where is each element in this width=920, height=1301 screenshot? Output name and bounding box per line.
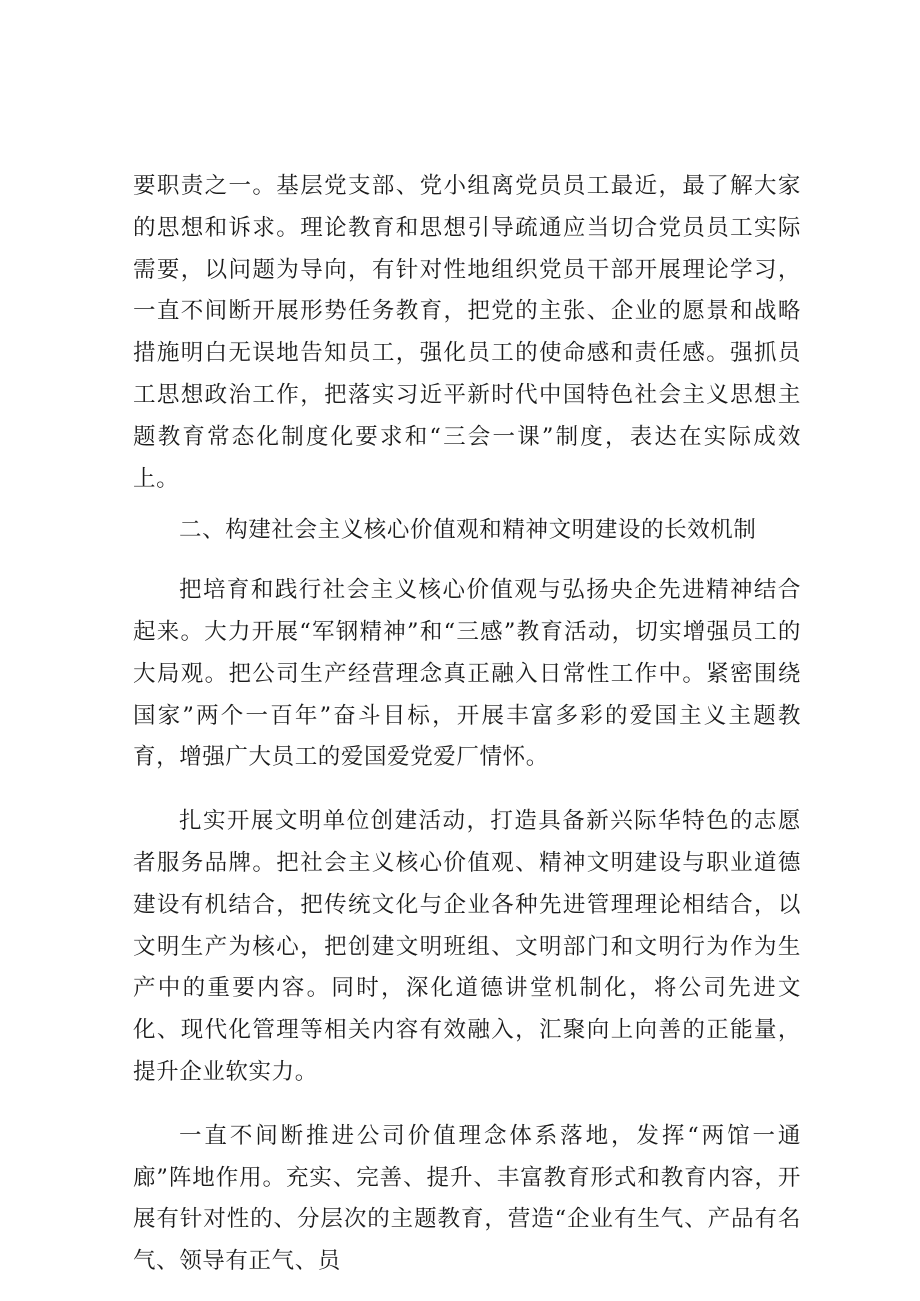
paragraph-continuation: 要职责之一。基层党支部、党小组离党员员工最近，最了解大家的思想和诉求。理论教育和思想引导疏通应当切合党员员工实际需要，以问题为导向，有针对性地组织党员干部开展理论学习，一直不间断开展形势任务教育，把党的主张、企业的愿景和战略措施明白无误地告知员工，强化员工的使命感和责任感。强抓员工思想政治工作，把落实习近平新时代中国特色社会主义思想主题教育常态化制度化要求和“三会一课”制度，表达在实际成效上。 xyxy=(133,173,801,492)
document-page xyxy=(133,166,801,1283)
paragraph-core-values: 把培育和践行社会主义核心价值观与弘扬央企先进精神结合起来。大力开展“军钢精神”和“三感”教育活动，切实增强员工的大局观。把公司生产经营理念真正融入日常性工作中。紧密围绕国家”两个一百年”奋斗目标，开展丰富多彩的爱国主义主题教育，增强广大员工的爱国爱党爱厂情怀。 xyxy=(133,577,801,771)
section-heading: 二、构建社会主义核心价值观和精神文明建设的长效机制 xyxy=(179,517,757,544)
paragraph-civilization: 扎实开展文明单位创建活动，打造具备新兴际华特色的志愿者服务品牌。把社会主义核心价值观、精神文明建设与职业道德建设有机结合，把传统文化与企业各种先进管理理论相结合，以文明生产为核心，把创建文明班组、文明部门和文明行为作为生产中的重要内容。同时，深化道德讲堂机制化，将公司先进文化、现代化管理等相关内容有效融入，汇聚向上向善的正能量，提升企业软实力。 xyxy=(133,808,801,1085)
paragraph-value-system: 一直不间断推进公司价值理念体系落地，发挥“两馆一通廊”阵地作用。充实、完善、提升、丰富教育形式和教育内容，开展有针对性的、分层次的主题教育，营造“企业有生气、产品有名气、领导有正气、员 xyxy=(133,1122,801,1275)
